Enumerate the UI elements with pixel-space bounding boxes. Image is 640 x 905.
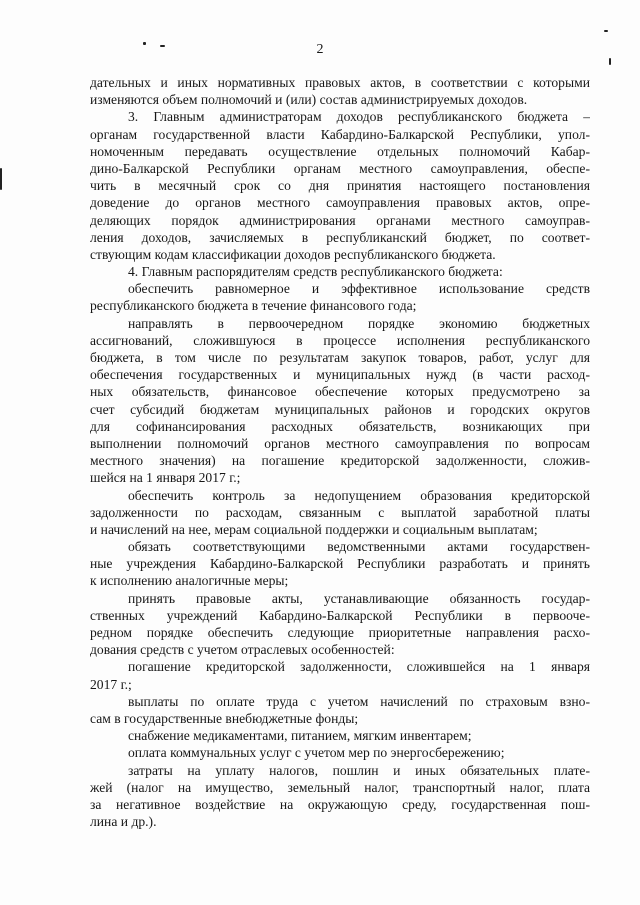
text-line: номоченным передавать осуществление отдельных полномочий Кабар- xyxy=(90,143,590,159)
text-line: чить в месячный срок со дня принятия настоящего постановления xyxy=(90,178,590,194)
text-line: счет субсидий бюджетам муниципальных районов и городских округов xyxy=(90,401,590,417)
text-line: направлять в первоочередном порядке экономию бюджетных xyxy=(128,315,590,331)
text-line: шейся на 1 января 2017 г.; xyxy=(90,470,241,486)
text-line: дательных и иных нормативных правовых актов, в соответствии с которыми xyxy=(90,75,590,90)
text-line: для софинансирования расходных обязательств, возникающих при xyxy=(90,418,590,434)
text-line: выполнении полномочий органов местного самоуправления по вопросам xyxy=(90,435,590,451)
text-line: жей (налог на имущество, земельный налог, транспортный налог, плата xyxy=(90,779,590,795)
text-line: редном порядке обеспечить следующие приоритетные направления расхо- xyxy=(90,625,590,640)
text-line: обеспечить контроль за недопущением образования кредиторской xyxy=(128,487,590,503)
text-line: сам в государственные внебюджетные фонды; xyxy=(90,710,359,726)
scan-speck xyxy=(0,168,2,190)
text-line: местного значения) на погашение кредиторской задолженности, сложив- xyxy=(90,453,590,469)
text-line: обязать соответствующими ведомственными актами государствен- xyxy=(128,539,590,555)
text-line: деляющих порядок администрирования органами местного самоуправ- xyxy=(90,212,590,228)
text-line: дования средств с учетом отраслевых особенностей: xyxy=(90,642,395,658)
scan-speck xyxy=(609,58,611,65)
text-line: обеспечения государственных и муниципальных нужд (в части расход- xyxy=(90,367,590,383)
text-line: затраты на уплату налогов, пошлин и иных обязательных плате- xyxy=(128,762,590,778)
text-line: дино-Балкарской Республики органам местного самоуправления, обеспе- xyxy=(90,160,590,176)
body-text xyxy=(90,74,590,830)
page-number: 2 xyxy=(316,42,324,57)
text-line: ассигнований, сложившуюся в процессе исполнения республиканского xyxy=(90,332,590,348)
text-line: ственных учреждений Кабардино-Балкарской Республики в первооче- xyxy=(90,607,590,623)
text-line: лина и др.). xyxy=(90,814,157,830)
text-line: ствующим кодам классификации доходов республиканского бюджета. xyxy=(90,246,496,262)
text-line: к исполнению аналогичные меры; xyxy=(90,573,289,589)
text-line: обеспечить равномерное и эффективное использование средств xyxy=(128,281,590,297)
text-line: и начислений на нее, мерам социальной поддержки и социальным выплатам; xyxy=(90,521,538,537)
text-line: погашение кредиторской задолженности, сложившейся на 1 января xyxy=(128,659,590,675)
text-line: 3. Главным администраторам доходов республиканского бюджета – xyxy=(128,109,590,125)
text-line: ных обязательств, финансовое обеспечение которых предусмотрено за xyxy=(90,384,590,400)
text-line: бюджета, в том числе по результатам закупок товаров, работ, услуг для xyxy=(90,350,590,365)
text-line: изменяются объем полномочий и (или) состав администрируемых доходов. xyxy=(90,92,528,108)
text-line: доведение до органов местного самоуправления правовых актов, опре- xyxy=(90,195,590,211)
text-line: ные учреждения Кабардино-Балкарской Республики разработать и принять xyxy=(90,556,590,572)
text-line: органам государственной власти Кабардино-Балкарской Республики, упол- xyxy=(90,126,590,142)
text-line: задолженности по расходам, связанным с выплатой заработной платы xyxy=(90,504,590,520)
text-line: ления доходов, зачисляемых в республиканский бюджет, по соответ- xyxy=(90,229,590,245)
text-line: снабжение медикаментами, питанием, мягким инвентарем; xyxy=(128,728,472,744)
text-line: за негативное воздействие на окружающую среду, государственная пош- xyxy=(90,796,590,812)
text-line: республиканского бюджета в течение финансового года; xyxy=(90,298,417,314)
text-line: 4. Главным распорядителям средств республиканского бюджета: xyxy=(128,264,503,280)
text-line: выплаты по оплате труда с учетом начислений по страховым взно- xyxy=(128,693,590,709)
scan-speck xyxy=(604,30,608,32)
text-line: оплата коммунальных услуг с учетом мер по энергосбережению; xyxy=(128,745,505,761)
text-line: 2017 г.; xyxy=(90,676,132,692)
text-line: принять правовые акты, устанавливающие обязанность государ- xyxy=(128,590,590,606)
